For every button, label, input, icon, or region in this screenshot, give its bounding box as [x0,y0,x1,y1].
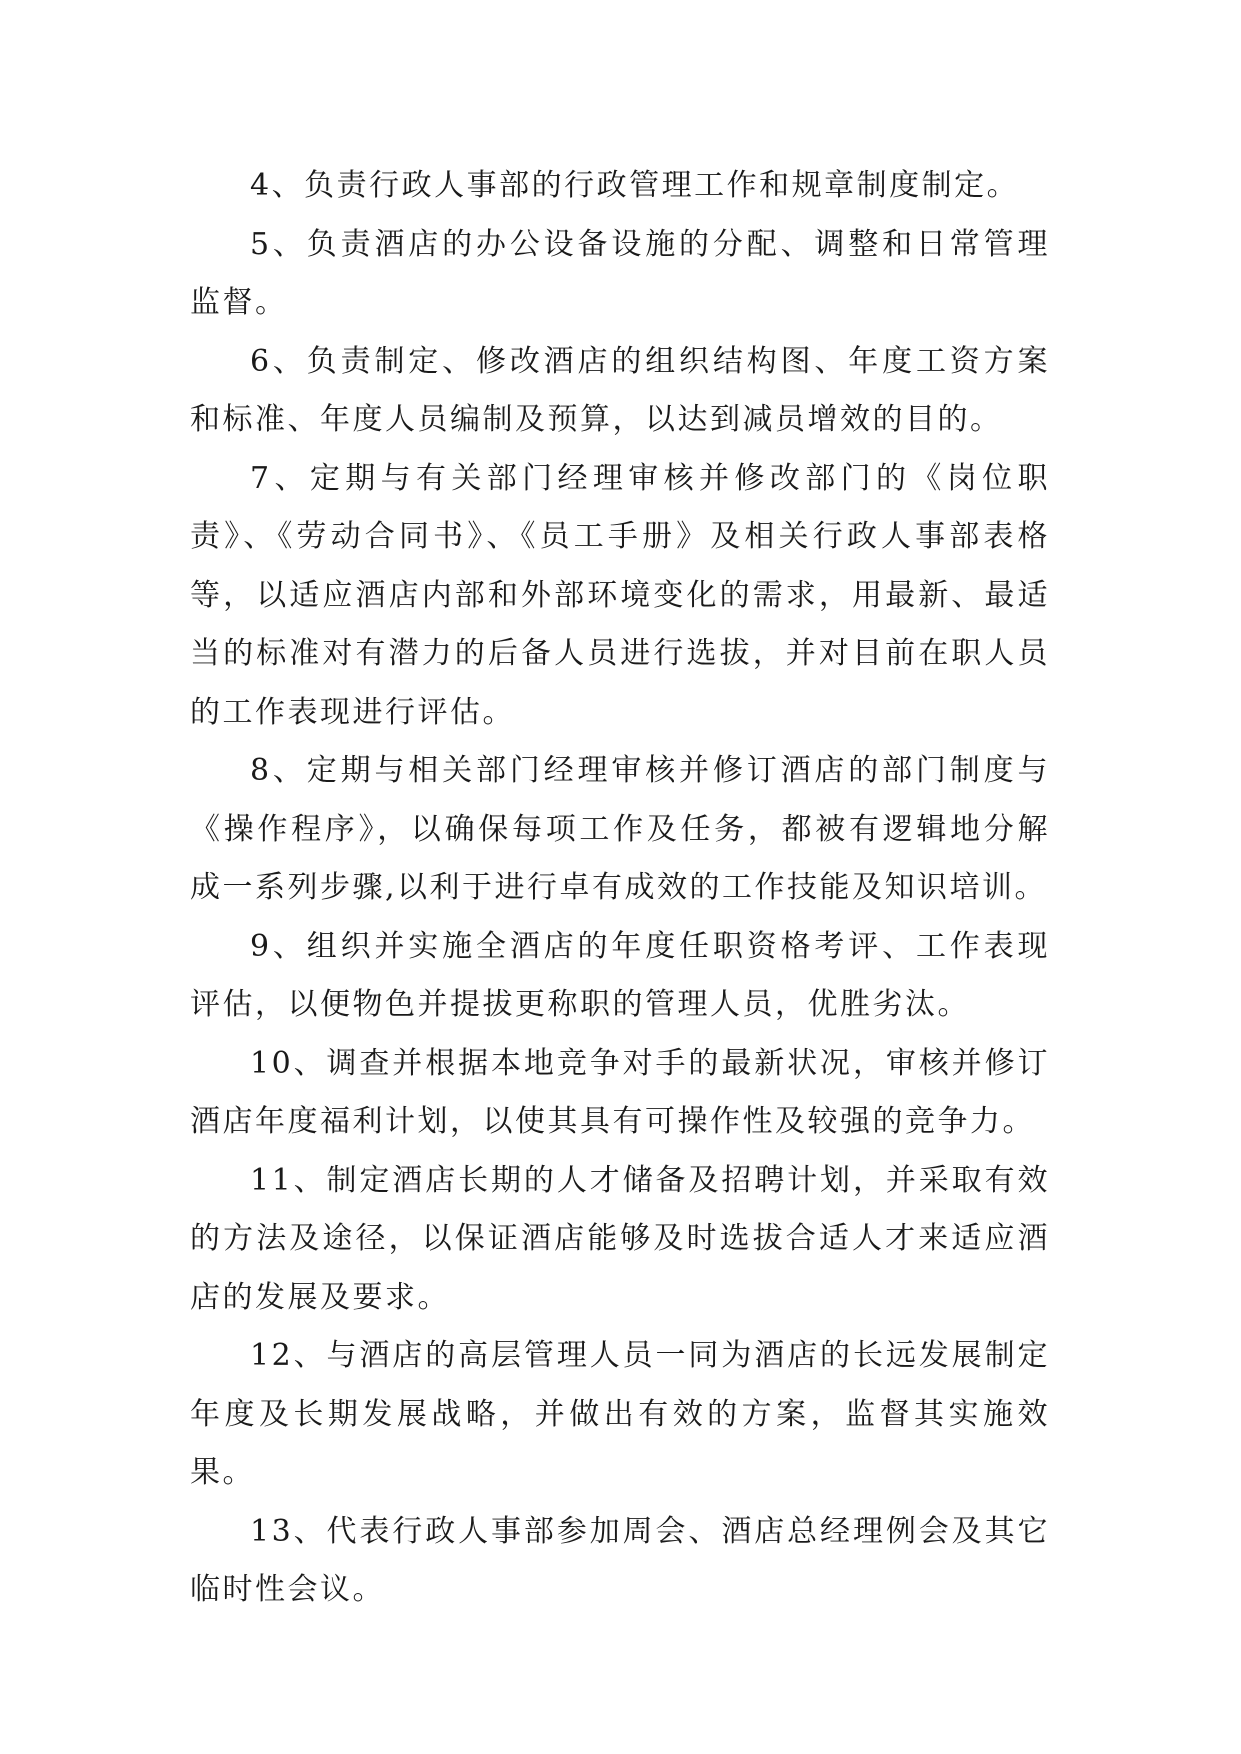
paragraph-item-7: 7、定期与有关部门经理审核并修改部门的《岗位职责》、《劳动合同书》、《员工手册》及相关行政人事部表格等，以适应酒店内部和外部环境变化的需求，用最新、最适当的标准对有潜力的后备人员进行选拔，并对目前在职人员的工作表现进行评估。 [190,460,1050,730]
paragraph-item-11: 11、制定酒店长期的人才储备及招聘计划，并采取有效的方法及途径，以保证酒店能够及时选拔合适人才来适应酒店的发展及要求。 [190,1162,1050,1315]
paragraph-item-5: 5、负责酒店的办公设备设施的分配、调整和日常管理监督。 [190,226,1050,320]
paragraph-item-4: 4、负责行政人事部的行政管理工作和规章制度制定。 [250,168,1020,203]
paragraph-item-12: 12、与酒店的高层管理人员一同为酒店的长远发展制定年度及长期发展战略，并做出有效的方案，监督其实施效果。 [190,1338,1050,1490]
paragraph-item-9: 9、组织并实施全酒店的年度任职资格考评、工作表现评估，以便物色并提拔更称职的管理人员，优胜劣汰。 [190,928,1050,1022]
paragraph-item-10: 10、调查并根据本地竞争对手的最新状况，审核并修订酒店年度福利计划，以使其具有可操作性及较强的竞争力。 [190,1045,1050,1139]
paragraph-item-8: 8、定期与相关部门经理审核并修订酒店的部门制度与《操作程序》，以确保每项工作及任务，都被有逻辑地分解成一系列步骤,以利于进行卓有成效的工作技能及知识培训。 [190,753,1050,905]
paragraph-item-6: 6、负责制定、修改酒店的组织结构图、年度工资方案和标准、年度人员编制及预算，以达到减员增效的目的。 [190,343,1050,437]
document-body [190,157,1050,1620]
paragraph-item-13: 13、代表行政人事部参加周会、酒店总经理例会及其它临时性会议。 [190,1513,1050,1607]
